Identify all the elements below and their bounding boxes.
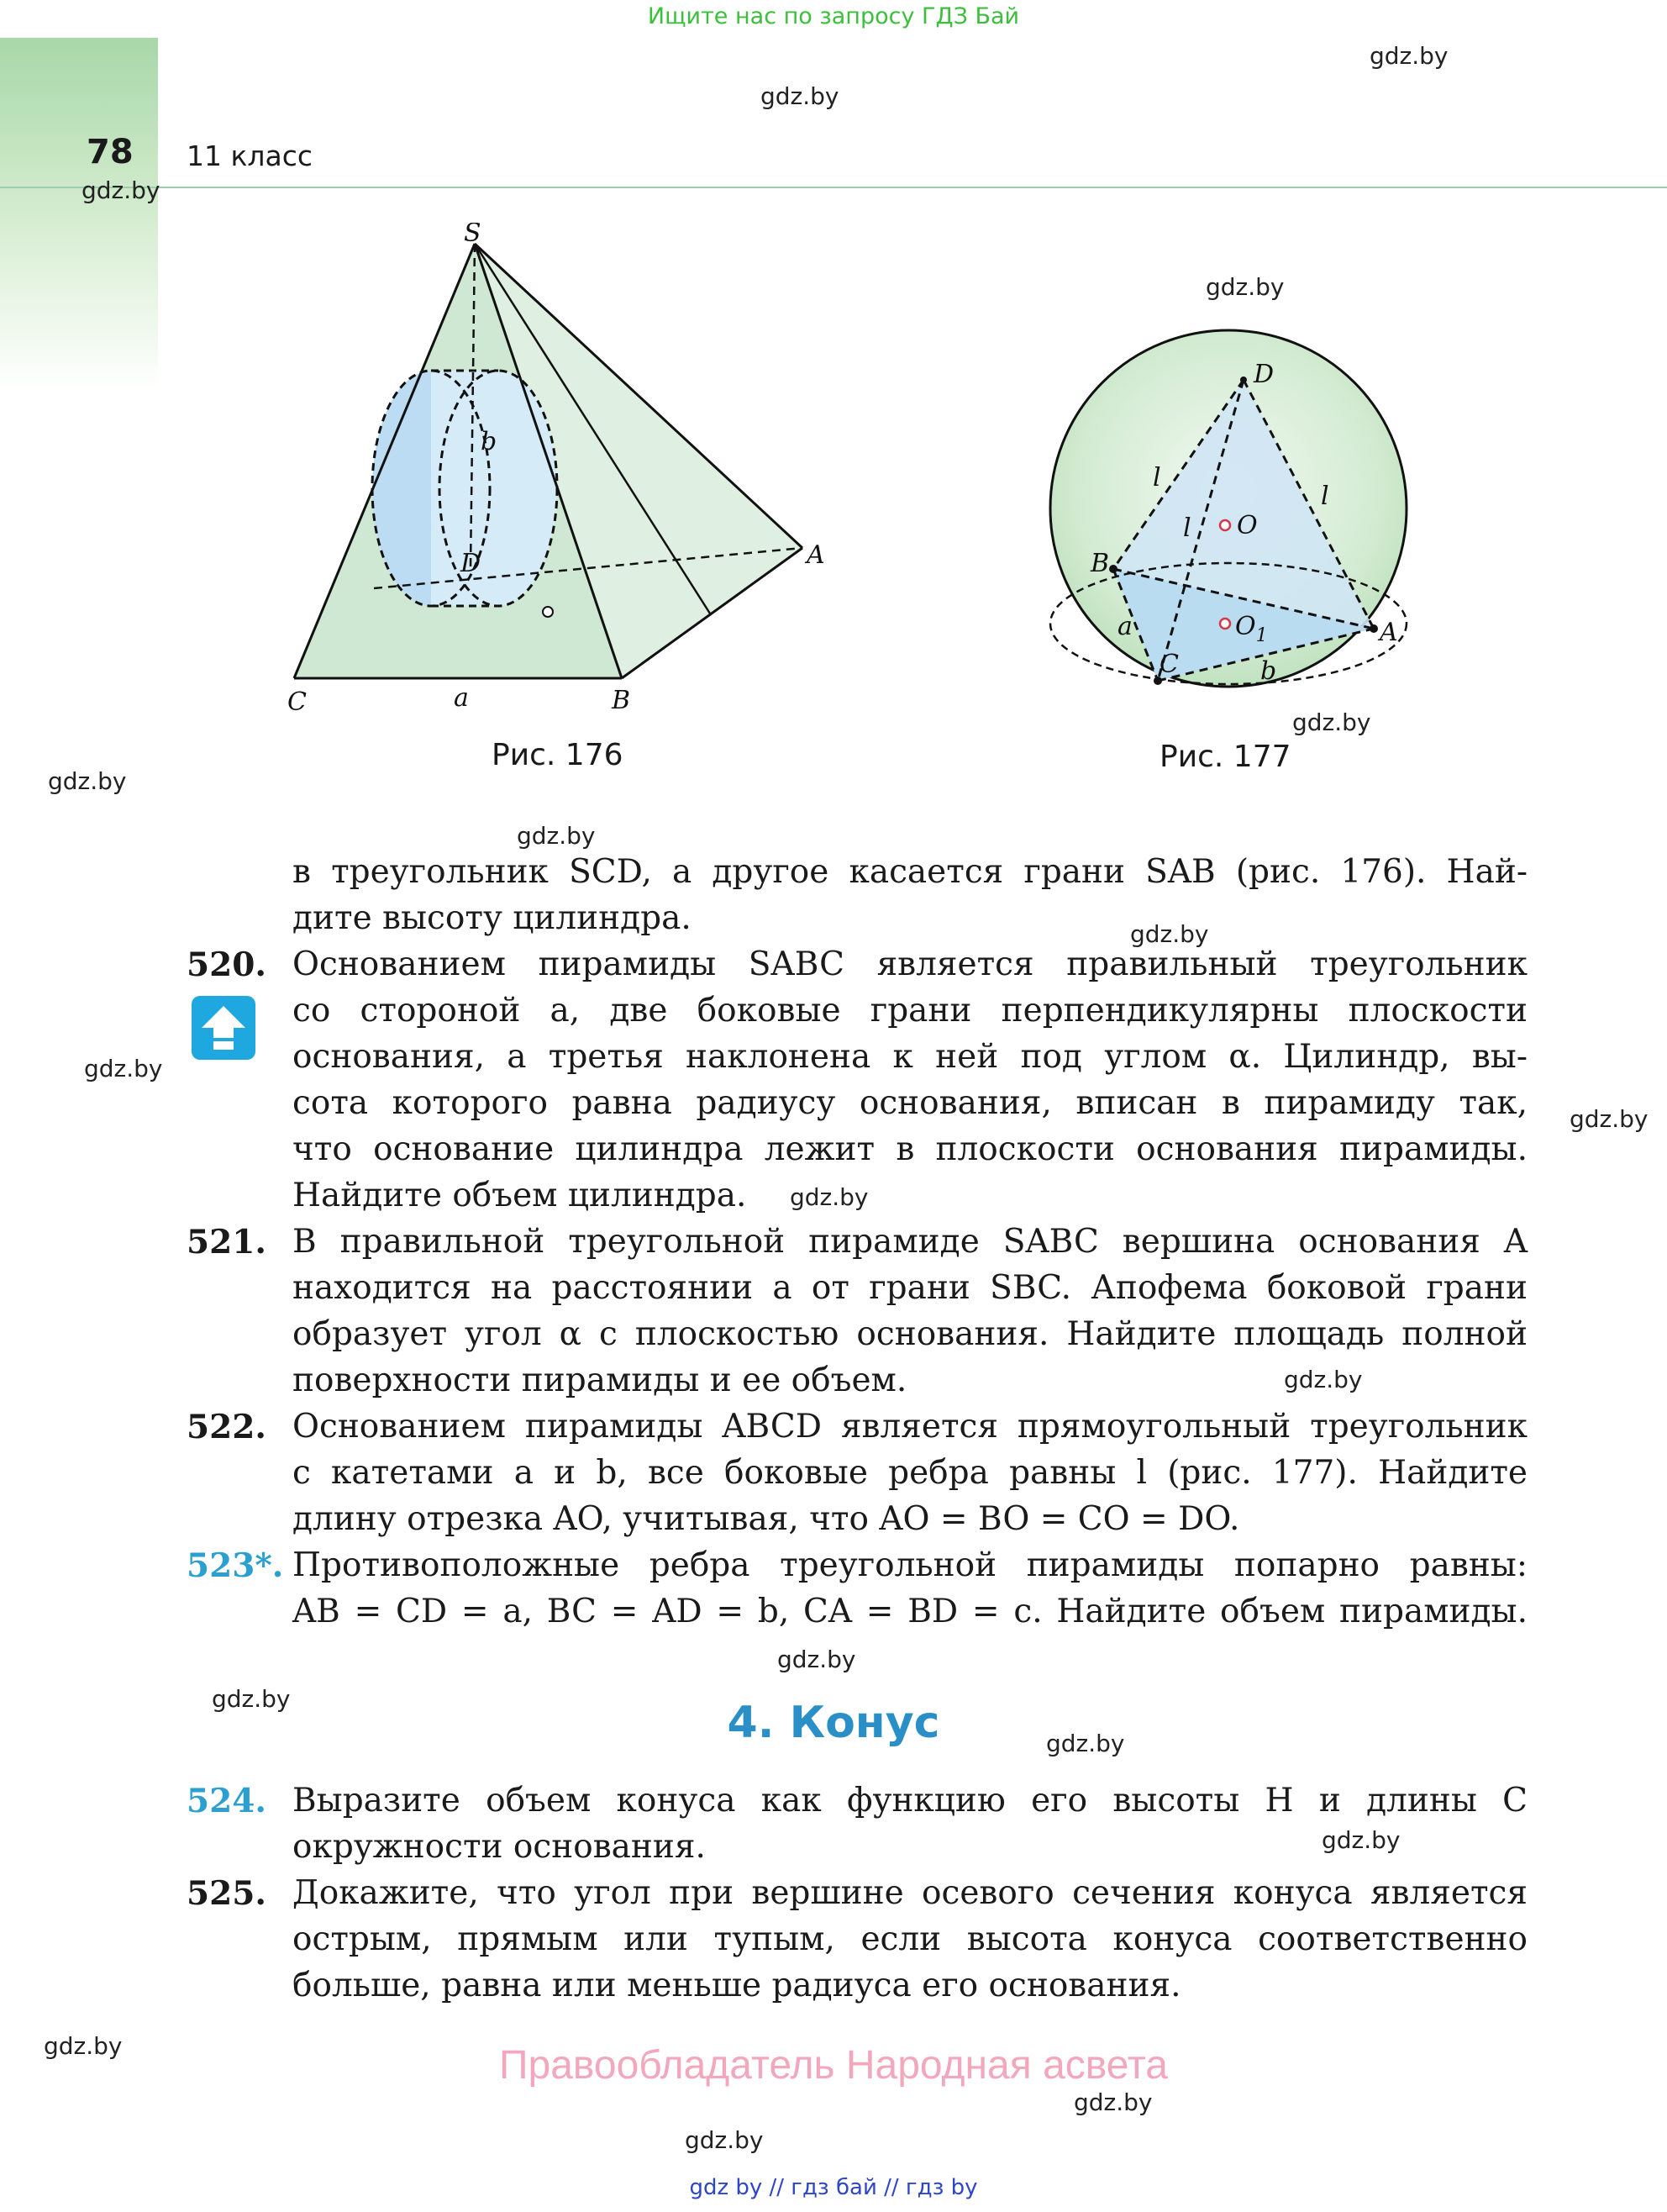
watermark: gdz.by — [212, 1685, 291, 1713]
figure-177-sphere — [1033, 328, 1420, 706]
text-line: В правильной треугольной пирамиде SABC вершина основания A — [292, 1223, 1528, 1261]
watermark: gdz.by — [82, 176, 160, 204]
label-D: D — [460, 549, 481, 578]
text-line: что основание цилиндра лежит в плоскости основания пирамиды. — [292, 1130, 1528, 1168]
copyright-notice: Правообладатель Народная асвета — [499, 2043, 1168, 2088]
figure-177-caption: Рис. 177 — [1160, 740, 1291, 774]
text-line: Основанием пирамиды ABCD является прямоугольный треугольник — [292, 1408, 1528, 1446]
label-l: l — [1153, 463, 1161, 492]
figure-176-pyramid — [277, 223, 849, 727]
watermark: gdz.by — [790, 1183, 869, 1211]
text-line: Противоположные ребра треугольной пирамиды попарно равны: — [292, 1546, 1528, 1584]
label-A: A — [807, 540, 825, 570]
problem-number: 524. — [187, 1782, 266, 1820]
problem-525-text — [292, 1870, 1528, 2009]
text-line: Докажите, что угол при вершине осевого сечения конуса является — [292, 1874, 1528, 1912]
figure-176-caption: Рис. 176 — [492, 738, 623, 772]
watermark: gdz.by — [1370, 42, 1449, 70]
watermark: gdz.by — [1046, 1730, 1125, 1757]
label-D: D — [1254, 360, 1275, 389]
watermark: gdz.by — [685, 2126, 764, 2154]
text-line: со стороной a, две боковые грани перпендикулярны плоскости — [292, 992, 1528, 1030]
continuation-text — [292, 849, 1528, 941]
text-line: в треугольник SCD, а другое касается грани SAB (рис. 176). Най- — [292, 853, 1528, 891]
watermark: gdz.by — [1206, 273, 1285, 301]
watermark: gdz.by — [1284, 1366, 1363, 1393]
label-l: l — [1183, 514, 1191, 543]
watermark: gdz.by — [1292, 708, 1371, 736]
text-line: основания, а третья наклонена к ней под углом α. Цилиндр, вы- — [292, 1038, 1528, 1076]
watermark: gdz.by — [1074, 2088, 1153, 2116]
label-b: b — [1260, 656, 1277, 686]
problem-number: 522. — [187, 1408, 266, 1446]
label-S: S — [464, 223, 481, 248]
problem-522-text — [292, 1404, 1528, 1542]
text-line: окружности основания. — [292, 1828, 706, 1866]
up-arrow-icon[interactable] — [192, 996, 255, 1060]
header-divider — [0, 187, 1667, 188]
problem-number: 523*. — [187, 1546, 284, 1585]
label-C: C — [1160, 650, 1179, 679]
watermark: gdz.by — [44, 2032, 123, 2060]
problem-521-text — [292, 1219, 1528, 1404]
watermark: gdz.by — [1130, 920, 1209, 948]
watermark: gdz.by — [1322, 1826, 1401, 1854]
label-B: B — [612, 686, 631, 715]
top-banner[interactable]: Ищите нас по запросу ГДЗ Бай — [647, 3, 1020, 29]
problem-number: 525. — [187, 1874, 266, 1913]
text-line: сота которого равна радиусу основания, вписан в пирамиду так, — [292, 1084, 1528, 1122]
problem-523-text — [292, 1542, 1528, 1635]
label-a: a — [1117, 612, 1133, 641]
text-line: острым, прямым или тупым, если высота конуса соответственно — [292, 1920, 1528, 1958]
footer-links[interactable]: gdz by // гдз бай // гдз by — [689, 2175, 978, 2200]
text-line: с катетами a и b, все боковые ребра равны l (рис. 177). Найдите — [292, 1454, 1528, 1492]
label-O1-subscript: 1 — [1255, 625, 1268, 646]
label-b: b — [481, 427, 497, 456]
watermark: gdz.by — [84, 1055, 163, 1082]
text-line: образует угол α с плоскостью основания. Найдите площадь полной — [292, 1315, 1528, 1353]
section-title: 4. Конус — [727, 1698, 940, 1748]
watermark: gdz.by — [517, 822, 596, 850]
watermark: gdz.by — [760, 82, 839, 110]
problem-number: 521. — [187, 1223, 266, 1261]
label-A: A — [1380, 618, 1398, 647]
text-line: длину отрезка AO, учитывая, что AO = BO = CO = DO. — [292, 1500, 1240, 1538]
text-line: дите высоту цилиндра. — [292, 899, 692, 937]
text-line: Выразите объем конуса как функцию его высоты H и длины C — [292, 1782, 1528, 1820]
watermark: gdz.by — [48, 767, 127, 795]
text-line: AB = CD = a, BC = AD = b, CA = BD = c. Найдите объем пирамиды. — [292, 1593, 1528, 1630]
problem-524-text — [292, 1778, 1528, 1870]
label-B: B — [1091, 549, 1110, 578]
text-line: больше, равна или меньше радиуса его основания. — [292, 1967, 1181, 2004]
text-line: находится на расстоянии a от грани SBC. Апофема боковой грани — [292, 1269, 1528, 1307]
grade-label: 11 класс — [187, 140, 313, 172]
text-line: Основанием пирамиды SABC является правильный треугольник — [292, 945, 1528, 983]
label-a: a — [454, 683, 469, 713]
label-C: C — [287, 687, 307, 717]
page-number: 78 — [87, 133, 134, 171]
label-O1-letter: O — [1235, 612, 1256, 641]
text-line: Найдите объем цилиндра. — [292, 1177, 747, 1214]
watermark: gdz.by — [777, 1646, 856, 1673]
page-side-tab — [0, 38, 158, 391]
problem-number: 520. — [187, 945, 266, 984]
label-l: l — [1321, 482, 1329, 511]
problem-520-text — [292, 941, 1528, 1219]
label-O: O — [1237, 511, 1258, 540]
watermark: gdz.by — [1570, 1105, 1649, 1133]
text-line: поверхности пирамиды и ее объем. — [292, 1361, 907, 1399]
